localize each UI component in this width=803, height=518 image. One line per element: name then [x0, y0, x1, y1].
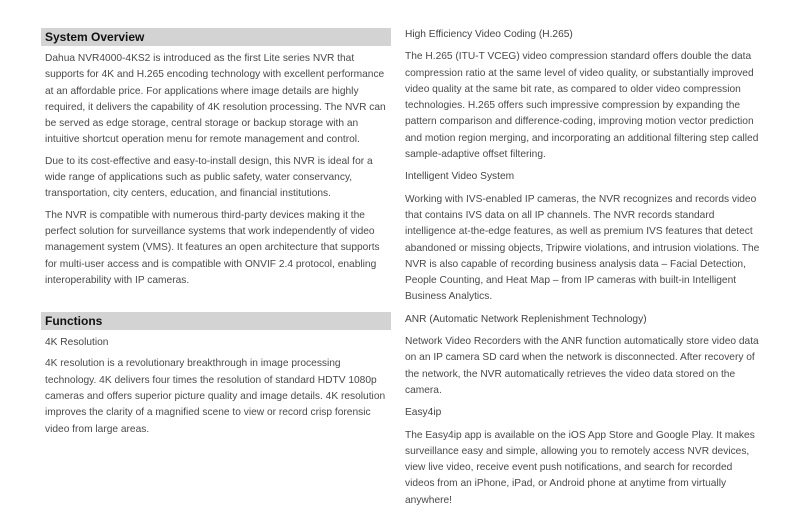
left-column	[41, 0, 391, 438]
function-body-4k-resolution: 4K resolution is a revolutionary breakthrough in image processing technology. 4K delivers four times the resolution of standard HDTV 1080p cameras and offers superior picture quality and image details. 4K resolution improves the clarity of a magnified scene to view or record crisp forensic video from large areas.	[45, 358, 386, 435]
function-body-ivs: Working with IVS-enabled IP cameras, the NVR recognizes and records video that contains IVS data on all IP channels. The NVR records standard intelligence at-the-edge features, as well as premium IVS features that detect abandoned or missing objects, Tripwire violations, and intrusion violations. The NVR is also capable of recording business analysis data – Facial Detection, People Counting, and Heat Map – from IP cameras with built-in Intelligent Business Analytics.	[405, 193, 760, 303]
function-body-anr: Network Video Recorders with the ANR function automatically store video data on an IP camera SD card when the network is disconnected. After recovery of the network, the NVR automatically retrieves the video data stored on the camera.	[405, 336, 759, 396]
overview-paragraph-1: Dahua NVR4000-4KS2 is introduced as the first Lite series NVR that supports for 4K and H.265 encoding technology with excellent performance at an affordable price. For applications where image details are highly required, it delivers the capability of 4K resolution processing. The NVR can be served as edge storage, central storage or backup storage with an intuitive shortcut operation menu for remote management and control.	[45, 53, 386, 146]
function-title-h265: High Efficiency Video Coding (H.265)	[405, 29, 573, 40]
right-column	[405, 0, 763, 509]
function-body-h265: The H.265 (ITU-T VCEG) video compression standard offers double the data compression ratio at the same level of video quality, or substantially improved video quality at the same bit rate, as compared to older video compression technologies. H.265 offers such impressive compression by expanding the pattern comparison and difference-coding, improving motion vector prediction and motion region merging, and incorporating an additional filtering step called sample-adaptive offset filtering.	[405, 51, 759, 161]
overview-paragraph-3: The NVR is compatible with numerous third-party devices making it the perfect solution for surveillance systems that work independently of video management system (VMS). It features an open architecture that supports for multi-user access and is compatible with ONVIF 2.4 protocol, enabling interoperability with IP cameras.	[45, 209, 380, 286]
overview-paragraph-2: Due to its cost-effective and easy-to-install design, this NVR is ideal for a wide range of applications such as public safety, water conservancy, transportation, city centers, education, and financial institutions.	[45, 155, 373, 200]
function-body-easy4ip: The Easy4ip app is available on the iOS App Store and Google Play. It makes surveillance easy and simple, allowing you to remotely access NVR devices, view live video, receive event push notifications, and search for recorded videos from an iPhone, iPad, or Android phone at anytime from virtually anywhere!	[405, 429, 755, 506]
system-overview-heading: System Overview	[41, 28, 391, 46]
function-title-easy4ip: Easy4ip	[405, 407, 442, 419]
function-title-ivs: Intelligent Video System	[405, 171, 515, 183]
function-title-anr: ANR (Automatic Network Replenishment Technology)	[405, 313, 647, 325]
functions-heading: Functions	[41, 312, 391, 330]
function-title-4k-resolution: 4K Resolution	[45, 337, 109, 349]
